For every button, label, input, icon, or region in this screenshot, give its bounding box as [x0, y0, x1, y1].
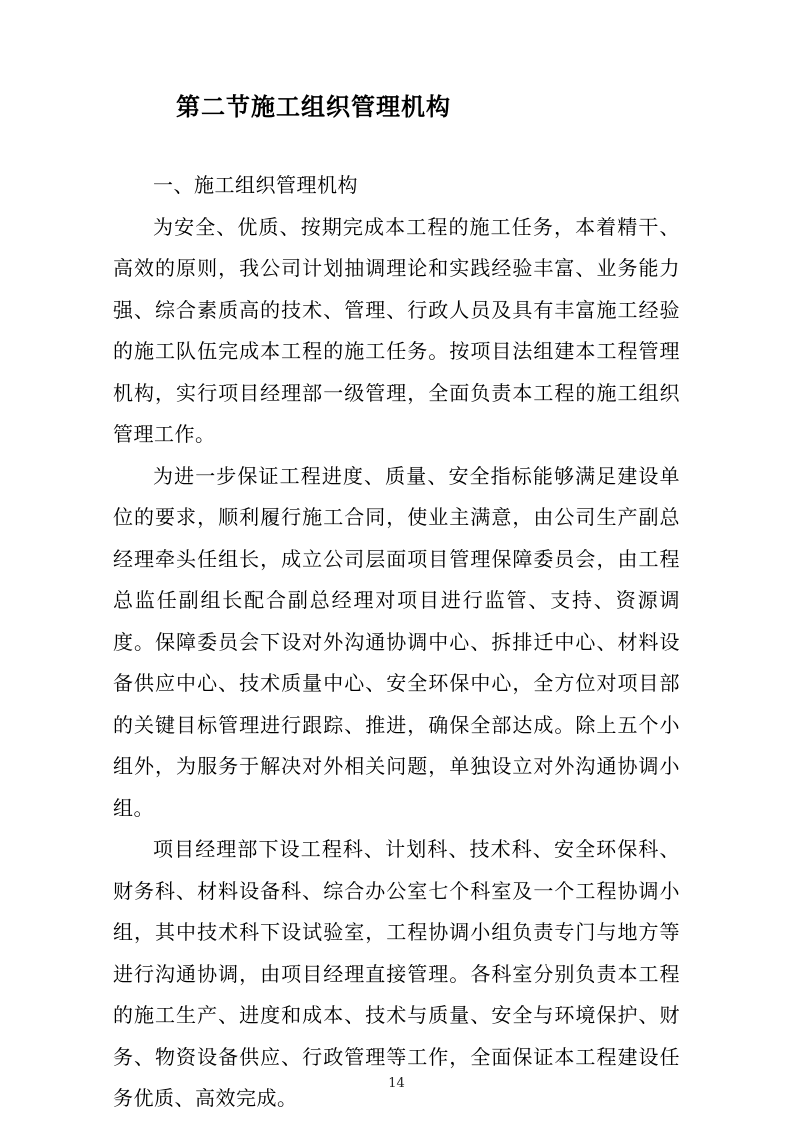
section-heading: 一、施工组织管理机构 — [153, 173, 358, 197]
document-title: 第二节施工组织管理机构 — [176, 92, 451, 121]
page-number: 14 — [388, 1076, 405, 1091]
paragraph: 为进一步保证工程进度、质量、安全指标能够满足建设单位的要求，顺利履行施工合同，使业主满意，由公司生产副总经理牵头任组长，成立公司层面项目管理保障委员会，由工程总监任副组长配合副总经理对项目进行监管、支持、资源调度。保障委员会下设对外沟通协调中心、拆排迁中心、材料设备供应中心、技术质量中心、安全环保中心，全方位对项目部的关键目标管理进行跟踪、推进，确保全部达成。除上五个小组外，为服务于解决对外相关问题，单独设立对外沟通协调小组。 — [113, 463, 680, 820]
paragraph: 项目经理部下设工程科、计划科、技术科、安全环保科、财务科、材料设备科、综合办公室七个科室及一个工程协调小组，其中技术科下设试验室，工程协调小组负责专门与地方等进行沟通协调，由项目经理直接管理。各科室分别负责本工程的施工生产、进度和成本、技术与质量、安全与环境保护、财务、物资设备供应、行政管理等工作，全面保证本工程建设任务优质、高效完成。 — [113, 837, 680, 1110]
document-content — [113, 0, 680, 1120]
paragraph: 为安全、优质、按期完成本工程的施工任务，本着精干、高效的原则，我公司计划抽调理论和实践经验丰富、业务能力强、综合素质高的技术、管理、行政人员及具有丰富施工经验的施工队伍完成本工程的施工任务。按项目法组建本工程管理机构，实行项目经理部一级管理，全面负责本工程的施工组织管理工作。 — [113, 214, 680, 446]
